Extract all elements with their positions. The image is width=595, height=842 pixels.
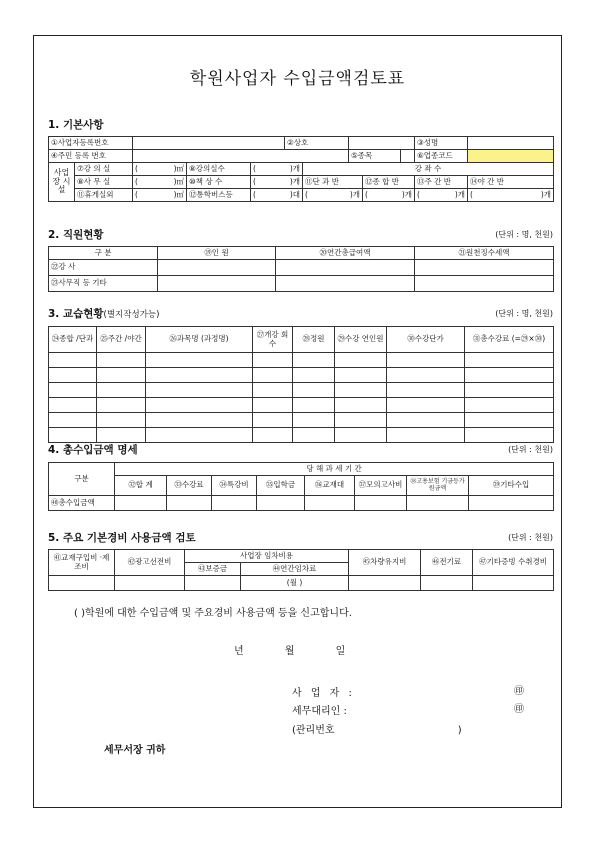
lessons-cell[interactable] xyxy=(97,428,146,443)
income-row-label: ㊵총수입금액 xyxy=(49,496,115,511)
exp-col-rent: 사업장 임차비용 xyxy=(185,550,349,563)
desks-label: ⑩책 상 수 xyxy=(187,176,251,189)
income-col-header: ㊳고용보험 기금등가원금액 xyxy=(407,476,469,496)
lessons-col-header: ㉕주간 /야간 xyxy=(97,327,146,353)
staff-cell[interactable] xyxy=(415,260,554,276)
office-label: ⑧사 무 실 xyxy=(75,176,133,189)
business-code-field[interactable] xyxy=(468,150,554,163)
lessons-cell[interactable] xyxy=(97,383,146,398)
income-cell[interactable] xyxy=(212,496,257,511)
lessons-cell[interactable] xyxy=(387,383,465,398)
table-row xyxy=(49,383,554,398)
income-cell[interactable] xyxy=(407,496,469,511)
lessons-cell[interactable] xyxy=(387,428,465,443)
lessons-cell[interactable] xyxy=(49,398,97,413)
trade-name-label: ②상호 xyxy=(285,137,349,150)
facility-label: 사업장 시설 xyxy=(49,163,75,202)
office-area[interactable]: ( )㎡ xyxy=(133,176,187,189)
name-label: ③성명 xyxy=(415,137,468,150)
lessons-cell[interactable] xyxy=(253,353,293,368)
lessons-col-header: ㉙수강 연인원 xyxy=(335,327,387,353)
lessons-cell[interactable] xyxy=(465,413,554,428)
income-cell[interactable] xyxy=(115,496,167,511)
lessons-cell[interactable] xyxy=(465,383,554,398)
lessons-cell[interactable] xyxy=(293,398,335,413)
day-class-label: ⑬주 간 반 xyxy=(415,176,468,189)
staff-row-office: ㉓사무직 등 기타 xyxy=(49,276,158,292)
section4-unit: (단위 : 천원) xyxy=(508,445,553,454)
lessons-cell[interactable] xyxy=(97,368,146,383)
reg-no-label: ①사업자등록번호 xyxy=(49,137,133,150)
lessons-cell[interactable] xyxy=(335,353,387,368)
lessons-cell[interactable] xyxy=(253,383,293,398)
staff-table xyxy=(48,246,554,292)
income-table xyxy=(48,462,554,511)
income-col-div: 구분 xyxy=(49,463,115,496)
management-number: (관리번호 ) xyxy=(292,725,462,736)
resident-no-field[interactable] xyxy=(133,150,349,163)
lessons-cell[interactable] xyxy=(253,413,293,428)
lessons-cell[interactable] xyxy=(146,353,253,368)
night-class-field[interactable]: ( )개 xyxy=(468,189,554,202)
lessons-cell[interactable] xyxy=(253,428,293,443)
lessons-cell[interactable] xyxy=(293,383,335,398)
exp-cell[interactable] xyxy=(349,576,421,591)
bus-field[interactable]: ( )대 xyxy=(251,189,303,202)
business-code-label: ⑥업종코드 xyxy=(415,150,468,163)
lessons-cell[interactable] xyxy=(49,368,97,383)
lessons-col-header: ㉘정원 xyxy=(293,327,335,353)
lessons-cell[interactable] xyxy=(49,428,97,443)
section5-heading: 5. 주요 기본경비 사용금액 검토 xyxy=(48,532,196,544)
section4-heading: 4. 총수입금액 명세 xyxy=(48,444,138,456)
exp-cell[interactable] xyxy=(473,576,554,591)
combined-class-field[interactable]: ( )개 xyxy=(363,189,415,202)
exp-cell[interactable] xyxy=(421,576,473,591)
lessons-cell[interactable] xyxy=(335,383,387,398)
exp-cell[interactable] xyxy=(115,576,185,591)
lecture-room-area[interactable]: ( )㎡ xyxy=(133,163,187,176)
lessons-cell[interactable] xyxy=(253,398,293,413)
lessons-col-header: ㉔종합 /단과 xyxy=(49,327,97,353)
income-cell[interactable] xyxy=(167,496,212,511)
combined-class-label: ⑫종 합 반 xyxy=(363,176,415,189)
staff-cell[interactable] xyxy=(276,260,415,276)
lecture-seats-label: 강 좌 수 xyxy=(303,163,554,176)
income-cell[interactable] xyxy=(355,496,407,511)
lecture-room-count-field[interactable]: ( )개 xyxy=(251,163,303,176)
section3-heading: 3. 교습현황(별지작성가능) xyxy=(48,308,160,320)
lessons-col-header: ㉛총수강료 (=㉙×㉚) xyxy=(465,327,554,353)
income-header-row xyxy=(49,476,554,496)
addressee: 세무서장 귀하 xyxy=(104,745,166,756)
lessons-cell[interactable] xyxy=(97,413,146,428)
staff-cell[interactable] xyxy=(276,276,415,292)
income-cell[interactable] xyxy=(305,496,355,511)
income-col-header: ㊴기타수입 xyxy=(469,476,554,496)
section2-unit: (단위 : 명, 천원) xyxy=(495,230,553,239)
income-col-header: ㉝수강료 xyxy=(167,476,212,496)
lessons-cell[interactable] xyxy=(293,413,335,428)
lounge-area[interactable]: ( )㎡ xyxy=(133,189,187,202)
staff-col-div: 구 분 xyxy=(49,247,158,260)
category-label: ⑤종목 xyxy=(349,150,401,163)
staff-cell[interactable] xyxy=(415,276,554,292)
lessons-cell[interactable] xyxy=(465,368,554,383)
exp-col-electric: ㊻전기료 xyxy=(421,550,473,576)
lessons-cell[interactable] xyxy=(293,353,335,368)
lessons-cell[interactable] xyxy=(97,353,146,368)
income-cell[interactable] xyxy=(469,496,554,511)
exp-cell[interactable] xyxy=(49,576,115,591)
table-row xyxy=(49,428,554,443)
owner-seal[interactable]: ㊞ xyxy=(514,686,524,697)
resident-no-label: ④주민 등록 번호 xyxy=(49,150,133,163)
lessons-cell[interactable] xyxy=(146,368,253,383)
staff-col-salary: ⑳연간총급여액 xyxy=(276,247,415,260)
lessons-cell[interactable] xyxy=(387,398,465,413)
exp-col-other: ㊼기타증빙 수취경비 xyxy=(473,550,554,576)
exp-col-ad: ㊷광고선전비 xyxy=(115,550,185,576)
lessons-cell[interactable] xyxy=(49,413,97,428)
form-page xyxy=(33,35,562,808)
section5-unit: (단위 : 천원) xyxy=(508,533,553,542)
income-col-header: ㉞특강비 xyxy=(212,476,257,496)
category-field[interactable] xyxy=(401,150,415,163)
lessons-header-row xyxy=(49,327,554,353)
lessons-cell[interactable] xyxy=(49,353,97,368)
table-row xyxy=(49,413,554,428)
lessons-cell[interactable] xyxy=(387,413,465,428)
day-class-field[interactable]: ( )개 xyxy=(415,189,468,202)
exp-col-annual-rent: ㊹연간임차료 xyxy=(241,563,349,576)
staff-col-tax: ㉑원천징수세액 xyxy=(415,247,554,260)
lessons-cell[interactable] xyxy=(293,368,335,383)
lessons-cell[interactable] xyxy=(465,353,554,368)
lessons-cell[interactable] xyxy=(335,428,387,443)
section1-heading: 1. 기본사항 xyxy=(48,119,104,131)
lessons-cell[interactable] xyxy=(146,383,253,398)
lessons-cell[interactable] xyxy=(253,368,293,383)
lounge-label: ⑪휴게실외 xyxy=(75,189,133,202)
table-row xyxy=(49,353,554,368)
income-col-header: ㊲모의고사비 xyxy=(355,476,407,496)
table-row xyxy=(49,368,554,383)
name-field[interactable] xyxy=(468,137,554,150)
lessons-col-header: ㉖과목명 (과정명) xyxy=(146,327,253,353)
basic-info-table xyxy=(48,136,554,202)
lessons-cell[interactable] xyxy=(293,428,335,443)
single-class-label: ⑪단 과 반 xyxy=(303,176,363,189)
income-group-header: 당 해 과 세 기 간 xyxy=(115,463,554,476)
trade-name-field[interactable] xyxy=(349,137,415,150)
exp-month-cell[interactable]: (월 ) xyxy=(241,576,349,591)
lessons-cell[interactable] xyxy=(387,368,465,383)
lessons-cell[interactable] xyxy=(335,413,387,428)
lessons-cell[interactable] xyxy=(335,398,387,413)
exp-col-deposit: ㊸보증금 xyxy=(185,563,241,576)
lessons-cell[interactable] xyxy=(146,428,253,443)
lessons-cell[interactable] xyxy=(146,413,253,428)
lessons-cell[interactable] xyxy=(465,428,554,443)
income-total-row xyxy=(49,496,554,511)
reg-no-field[interactable] xyxy=(133,137,285,150)
lecture-room-count-label: ⑧강의실수 xyxy=(187,163,251,176)
expenses-table xyxy=(48,549,554,591)
lessons-cell[interactable] xyxy=(465,398,554,413)
declaration-statement: ( )학원에 대한 수입금액 및 주요경비 사용금액 등을 신고합니다. xyxy=(74,608,352,619)
bus-label: ⑫통학버스등 xyxy=(187,189,251,202)
income-col-header: ㉟입학금 xyxy=(257,476,305,496)
income-col-header: ㉜합 계 xyxy=(115,476,167,496)
table-row xyxy=(49,398,554,413)
lessons-cell[interactable] xyxy=(97,398,146,413)
staff-row-lecturer: ㉒강 사 xyxy=(49,260,158,276)
lessons-cell[interactable] xyxy=(146,398,253,413)
exp-col-material: ㊶교재구입비 ·제조비 xyxy=(49,550,115,576)
income-cell[interactable] xyxy=(257,496,305,511)
form-title: 학원사업자 수입금액검토표 xyxy=(189,69,406,89)
lessons-cell[interactable] xyxy=(49,383,97,398)
income-col-header: ㊱교재대 xyxy=(305,476,355,496)
date-line: 년 월 일 xyxy=(234,646,346,657)
desks-field[interactable]: ( )개 xyxy=(251,176,303,189)
staff-cell[interactable] xyxy=(158,260,276,276)
exp-col-vehicle: ㊺차량유지비 xyxy=(349,550,421,576)
lessons-cell[interactable] xyxy=(335,368,387,383)
section2-heading: 2. 직원현황 xyxy=(48,229,104,241)
section3-unit: (단위 : 명, 천원) xyxy=(495,309,553,318)
single-class-field[interactable]: ( )개 xyxy=(303,189,363,202)
lessons-table xyxy=(48,326,554,443)
tax-agent-label: 세무대리인 : xyxy=(292,706,347,717)
night-class-label: ⑭야 간 반 xyxy=(468,176,554,189)
owner-label: 사 업 자 : xyxy=(292,688,352,699)
lecture-room-label: ⑦강 의 실 xyxy=(75,163,133,176)
lessons-col-header: ㉗개강 회수 xyxy=(253,327,293,353)
staff-cell[interactable] xyxy=(158,276,276,292)
lessons-col-header: ㉚수강단가 xyxy=(387,327,465,353)
lessons-cell[interactable] xyxy=(387,353,465,368)
exp-cell[interactable] xyxy=(185,576,241,591)
staff-col-people: ⑲인 원 xyxy=(158,247,276,260)
tax-agent-seal[interactable]: ㊞ xyxy=(514,704,524,715)
